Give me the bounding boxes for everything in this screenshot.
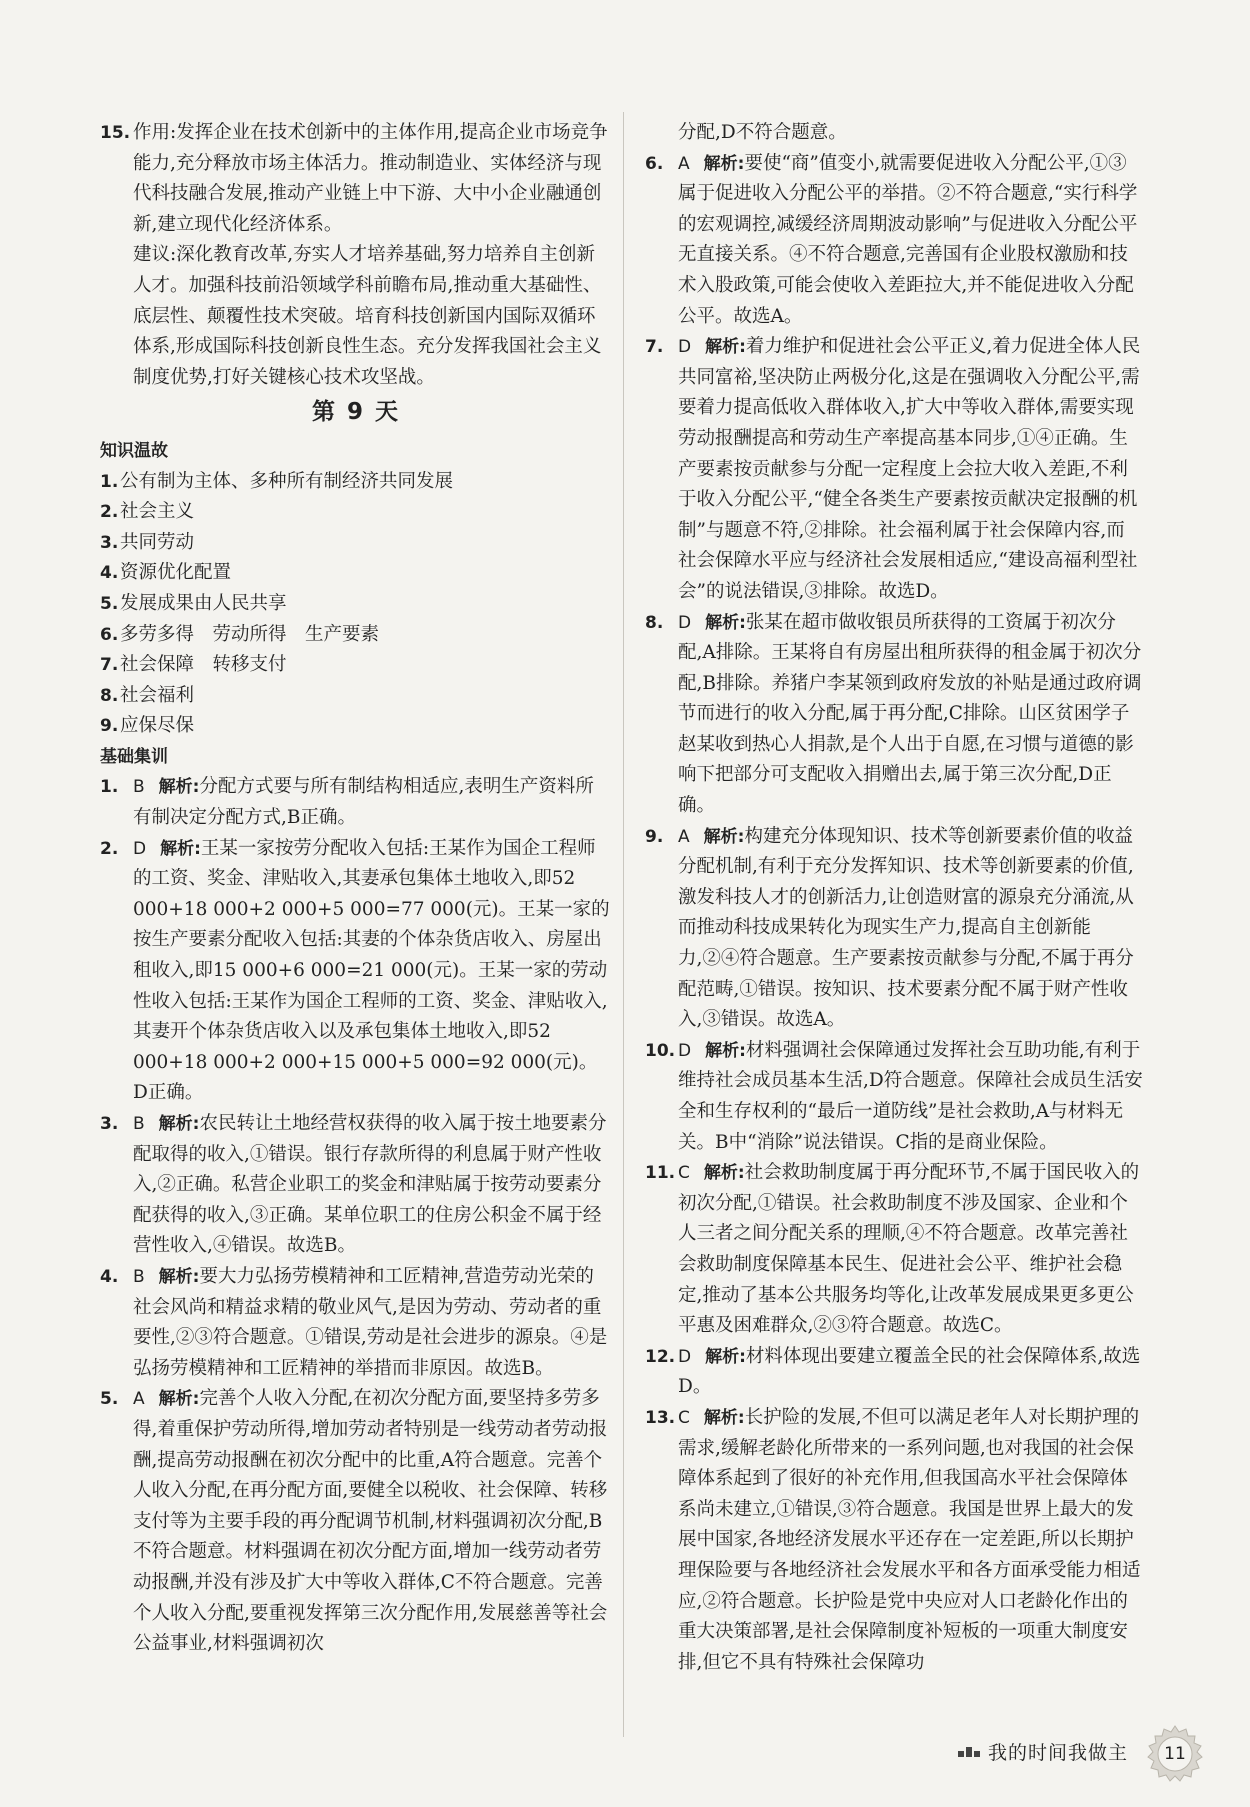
analysis-tag: 解析: [158, 1389, 200, 1410]
answer-letter: D [133, 838, 147, 859]
training-list [100, 772, 612, 1659]
item-text: 长护险的发展,不但可以满足老年人对长期护理的需求,缓解老龄化所带来的一系列问题,也对我国的社会保障体系起到了很好的补充作用,但我国高水平社会保障体系尚未建立,①错误,③符合题意。我国是世界上最大的发展中国家,各地经济发展水平还存在一定差距,所以长期护理保险要与各地经济社会发展水平和各方面承受能力相适应,②符合题意。长护险是党中央应对人口老龄化作出的重大决策部署,是社会保障制度补短板的一项重大制度安排,但它不具有特殊社会保障功 [678, 1406, 1141, 1673]
answer-letter: A [678, 826, 690, 847]
answer-item [100, 834, 612, 1109]
answer-item [645, 1036, 1143, 1158]
knowledge-item [100, 467, 612, 498]
item-number: 13. [645, 1407, 676, 1428]
analysis-tag: 解析: [705, 612, 746, 633]
item-number: 1. [100, 471, 119, 492]
item-number: 2. [100, 838, 119, 859]
item-number: 8. [100, 685, 119, 706]
answer-letter: B [133, 1114, 145, 1134]
item-number: 7. [100, 655, 119, 676]
analysis-tag: 解析: [703, 153, 745, 174]
item-number: 7. [645, 337, 664, 358]
item-text: 要使“商”值变小,就需要促进收入分配公平,①③属于促进收入分配公平的举措。②不符合题意,“实行科学的宏观调控,减缓经济周期波动影响”与促进收入分配公平无直接关系。④不符合题意,完善国有企业股权激励和技术入股政策,可能会使收入差距拉大,并不能促进收入分配公平。故选A。 [678, 152, 1138, 327]
analysis-tag: 解析: [703, 1407, 745, 1428]
item-text: 公有制为主体、多种所有制经济共同发展 [120, 470, 454, 492]
item-text: 社会救助制度属于再分配环节,不属于国民收入的初次分配,①错误。社会救助制度不涉及国家、企业和个人三者之间分配关系的理顺,④不符合题意。改革完善社会救助制度保障基本民生、促进社会公平、维护社会稳定,推动了基本公共服务均等化,让改革发展成果更多更公平惠及困难群众,②③符合题意。故选C。 [678, 1162, 1140, 1337]
item-text: 社会主义 [120, 501, 195, 523]
analysis-tag: 解析: [158, 1266, 200, 1287]
item-number: 5. [100, 593, 119, 614]
item-text: 分配方式要与所有制结构相适应,表明生产资料所有制决定分配方式,B正确。 [133, 776, 594, 829]
knowledge-item [100, 558, 612, 589]
analysis-tag: 解析: [703, 826, 745, 847]
item-text: 着力维护和促进社会公平正义,着力促进全体人民共同富裕,坚决防止两极分化,这是在强调收入分配公平,需要着力提高低收入群体收入,扩大中等收入群体,需要实现劳动报酬提高和劳动生产率提高基本同步,①④正确。生产要素按贡献参与分配一定程度上会拉大收入差距,不利于收入分配公平,“健全各类生产要素按贡献决定报酬的机制”与题意不符,②排除。社会福利属于社会保障内容,而社会保障水平应与经济社会发展相适应,“建设高福利型社会”的说法错误,③排除。故选D。 [678, 336, 1141, 602]
day-title: 第 9 天 [311, 399, 401, 426]
item-number: 6. [100, 624, 119, 645]
answer-letter: D [678, 1040, 692, 1061]
item-text: 应保尽保 [120, 715, 195, 737]
analysis-tag: 解析: [158, 777, 200, 798]
item-text: 材料强调社会保障通过发挥社会互助功能,有利于维持社会成员基本生活,D符合题意。保障社会成员生活安全和生存权利的“最后一道防线”是社会救助,A与材料无关。B中“消除”说法错误。C指的是商业保险。 [678, 1039, 1143, 1153]
item-text: 作用:发挥企业在技术创新中的主体作用,提高企业市场竞争能力,充分释放市场主体活力。推动制造业、实体经济与现代科技融合发展,推动产业链上中下游、大中小企业融通创新,建立现代化经济体系。 [133, 122, 608, 235]
item-number: 8. [645, 612, 664, 633]
item-text: 王某一家按劳分配收入包括:王某作为国企工程师的工资、奖金、津贴收入,其妻承包集体土地收入,即52 000+18 000+2 000+5 000=77 000(元)。王某一家的按生产要素分配收入包括:其妻的个体杂货店收入、房屋出租收入,即15 000+6 000=21 000(元)。王某一家的劳动性收入包括:王某作为国企工程师的工资、奖金、津贴收入,其妻开个体杂货店收入以及承包集体土地收入,即52 000+18 000+2 000+15 000+5 000=92 000(元)。D正确。 [133, 837, 610, 1104]
item-text: 社会福利 [120, 684, 195, 706]
answer-item [645, 608, 1143, 822]
answer-letter: D [678, 1346, 692, 1367]
analysis-tag: 解析: [705, 1040, 746, 1061]
analysis-tag: 解析: [705, 1346, 746, 1367]
answer-item [645, 1403, 1143, 1678]
item-text: 农民转让土地经营权获得的收入属于按土地要素分配取得的收入,①错误。银行存款所得的利息属于财产性收入,②正确。私营企业职工的奖金和津贴属于按劳动要素分配获得的收入,③正确。某单位职工的住房公积金不属于经营性收入,④错误。故选B。 [133, 1113, 607, 1257]
answer-item-15 [100, 118, 612, 240]
continuation-text: 分配,D不符合题意。 [678, 122, 847, 143]
knowledge-item [100, 528, 612, 559]
item-text: 要大力弘扬劳模精神和工匠精神,营造劳动光荣的社会风尚和精益求精的敬业风气,是因为劳动、劳动者的重要性,②③符合题意。①错误,劳动是社会进步的源泉。④是弘扬劳模精神和工匠精神的举措而非原因。故选B。 [133, 1265, 608, 1379]
section-heading-training: 基础集训 [100, 746, 168, 767]
item-text: 发展成果由人民共享 [120, 592, 287, 614]
left-column [100, 118, 612, 1660]
item-number: 12. [645, 1346, 676, 1367]
answer-letter: C [678, 1163, 690, 1184]
item-number: 3. [100, 532, 119, 553]
answer-item [645, 1342, 1143, 1403]
item-text: 多劳多得 劳动所得 生产要素 [120, 623, 380, 645]
answer-item [100, 772, 612, 833]
footer [958, 1738, 1128, 1765]
answer-letter: C [678, 1407, 690, 1428]
knowledge-item [100, 620, 612, 651]
item-number: 4. [100, 563, 119, 584]
item-number: 10. [645, 1040, 676, 1061]
analysis-tag: 解析: [158, 1114, 200, 1134]
answer-letter: B [133, 777, 145, 798]
section-heading-knowledge: 知识温故 [100, 440, 168, 461]
item-text: 构建充分体现知识、技术等创新要素价值的收益分配机制,有利于充分发挥知识、技术等创新要素的价值,激发科技人才的创新活力,让创造财富的源泉充分涌流,从而推动科技成果转化为现实生产力,提高自主创新能力,②④符合题意。生产要素按贡献参与分配,不属于再分配范畴,①错误。按知识、技术要素分配不属于财产性收入,③错误。故选A。 [678, 825, 1134, 1031]
answer-item [645, 1158, 1143, 1342]
analysis-tag: 解析: [705, 337, 746, 358]
answer-item [645, 822, 1143, 1036]
right-column [645, 118, 1143, 1678]
answer-item [100, 1262, 612, 1384]
item-text: 完善个人收入分配,在初次分配方面,要坚持多劳多得,着重保护劳动所得,增加劳动者特别是一线劳动者劳动报酬,提高劳动报酬在初次分配中的比重,A符合题意。完善个人收入分配,在再分配方面,要健全以税收、社会保障、转移支付等为主要手段的再分配调节机制,材料强调初次分配,B不符合题意。材料强调在初次分配方面,增加一线劳动者劳动报酬,并没有涉及扩大中等收入群体,C不符合题意。完善个人收入分配,要重视发挥第三次分配作用,发展慈善等社会公益事业,材料强调初次 [133, 1388, 608, 1655]
knowledge-item [100, 589, 612, 620]
answer-letter: A [133, 1389, 145, 1410]
item-number: 15. [100, 123, 131, 143]
item-text: 资源优化配置 [120, 562, 232, 584]
analysis-tag: 解析: [703, 1163, 745, 1184]
item-text: 张某在超市做收银员所获得的工资属于初次分配,A排除。王某将自有房屋出租所获得的租金属于初次分配,B排除。养猪户李某领到政府发放的补贴是通过政府调节而进行的收入分配,属于再分配,C排除。山区贫困学子赵某收到热心人捐款,是个人出于自愿,在习惯与道德的影响下把部分可支配收入捐赠出去,属于第三次分配,D正确。 [678, 611, 1142, 817]
answer-letter: D [678, 337, 692, 358]
item-number: 6. [645, 153, 664, 174]
item-text: 社会保障 转移支付 [120, 654, 287, 676]
answer-letter: A [678, 153, 690, 174]
item-number: 9. [100, 716, 119, 737]
item-number: 1. [100, 777, 119, 798]
blocks-icon [958, 1747, 980, 1757]
answer-item [100, 1109, 612, 1262]
answer-item [645, 332, 1143, 607]
knowledge-item [100, 711, 612, 742]
page-number: 11 [1164, 1744, 1186, 1764]
item-number: 5. [100, 1389, 119, 1410]
item-text: 共同劳动 [120, 531, 195, 553]
knowledge-item [100, 497, 612, 528]
knowledge-item [100, 650, 612, 681]
answer-letter: B [133, 1266, 145, 1287]
item-number: 3. [100, 1114, 119, 1134]
footer-slogan: 我的时间我做主 [987, 1742, 1128, 1764]
item-number: 2. [100, 502, 119, 523]
answer-item [645, 149, 1143, 333]
column-divider [623, 112, 624, 1737]
item-number: 4. [100, 1266, 119, 1287]
knowledge-item [100, 681, 612, 712]
page-number-badge [1144, 1723, 1206, 1785]
item-number: 9. [645, 826, 664, 847]
item-number: 11. [645, 1163, 676, 1184]
answer-item [100, 1384, 612, 1659]
knowledge-list [100, 467, 612, 742]
answer-letter: D [678, 612, 692, 633]
item-text: 材料体现出要建立覆盖全民的社会保障体系,故选D。 [678, 1345, 1141, 1398]
suggestion-paragraph: 建议:深化教育改革,夯实人才培养基础,努力培养自主创新人才。加强科技前沿领域学科前瞻布局,推动重大基础性、底层性、颠覆性技术突破。培育科技创新国内国际双循环体系,形成国际科技创新良性生态。充分发挥我国社会主义制度优势,打好关键核心技术攻坚战。 [133, 244, 602, 388]
analysis-tag: 解析: [160, 838, 201, 859]
